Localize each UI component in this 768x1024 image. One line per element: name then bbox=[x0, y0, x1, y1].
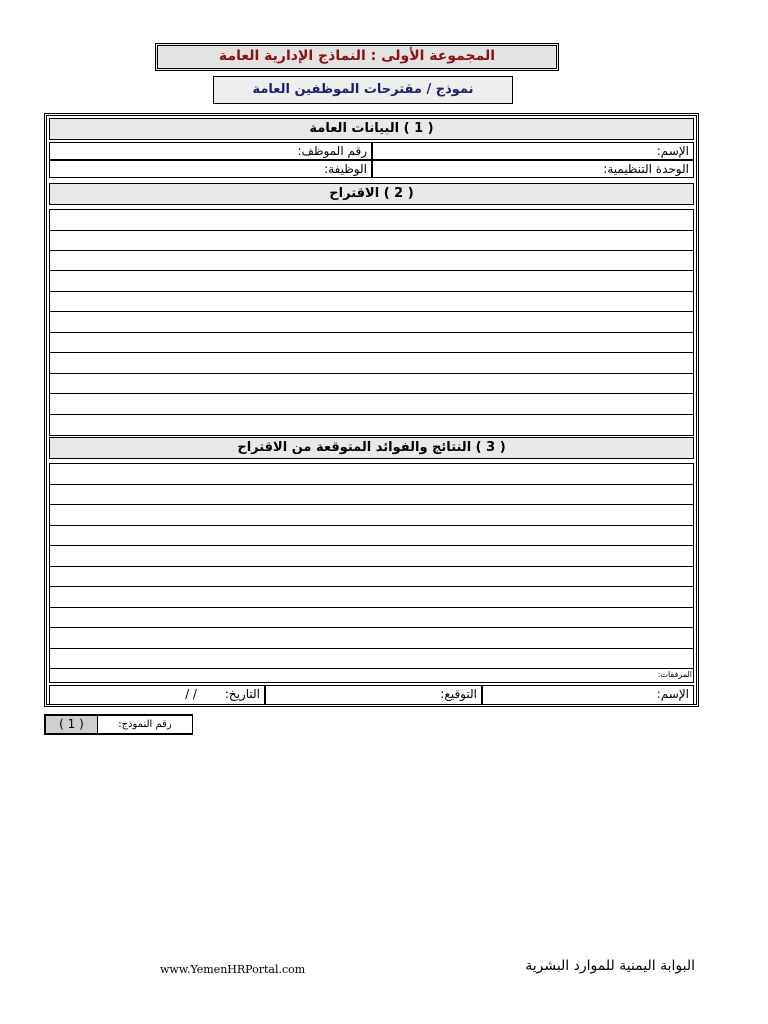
ruled-line bbox=[50, 373, 693, 374]
form-group-title: المجموعة الأولى : النماذج الإدارية العامة bbox=[155, 43, 559, 71]
employee-number-field[interactable] bbox=[49, 142, 372, 160]
ruled-line bbox=[50, 230, 693, 231]
org-unit-field[interactable] bbox=[372, 160, 694, 178]
ruled-line bbox=[50, 311, 693, 312]
ruled-line bbox=[50, 668, 693, 669]
ruled-line bbox=[50, 250, 693, 251]
suggestion-text-area[interactable] bbox=[49, 209, 694, 436]
form-number-value: ( 1 ) bbox=[46, 716, 98, 733]
section-general-info-heading: ( 1 ) البيانات العامة bbox=[49, 118, 694, 140]
suggestion-form bbox=[44, 113, 699, 707]
signer-name-label: الإسم: bbox=[656, 687, 689, 701]
name-field[interactable] bbox=[372, 142, 694, 160]
date-field[interactable] bbox=[49, 685, 265, 705]
ruled-line bbox=[50, 504, 693, 505]
employee-number-label: رقم الموظف: bbox=[297, 144, 367, 158]
footer-portal-name: البوابة اليمنية للموارد البشرية bbox=[525, 958, 695, 974]
attachments-label: المرفقات: bbox=[657, 670, 692, 679]
ruled-line bbox=[50, 586, 693, 587]
ruled-line bbox=[50, 566, 693, 567]
form-subtitle: نموذج / مقترحات الموظفين العامة bbox=[213, 76, 513, 104]
ruled-line bbox=[50, 270, 693, 271]
ruled-line bbox=[50, 393, 693, 394]
signature-label: التوقيع: bbox=[440, 687, 477, 701]
ruled-line bbox=[50, 352, 693, 353]
job-title-label: الوظيفة: bbox=[324, 162, 367, 176]
date-slashes: / / bbox=[185, 687, 197, 701]
ruled-line bbox=[50, 627, 693, 628]
ruled-line bbox=[50, 291, 693, 292]
name-label: الإسم: bbox=[656, 144, 689, 158]
ruled-line bbox=[50, 414, 693, 415]
section-suggestion-heading: ( 2 ) الاقتراح bbox=[49, 183, 694, 205]
org-unit-label: الوحدة التنظيمية: bbox=[603, 162, 689, 176]
form-number-label: رقم النموذج: bbox=[98, 716, 192, 733]
ruled-line bbox=[50, 648, 693, 649]
expected-results-text-area[interactable] bbox=[49, 463, 694, 683]
ruled-line bbox=[50, 607, 693, 608]
ruled-line bbox=[50, 525, 693, 526]
ruled-line bbox=[50, 332, 693, 333]
ruled-line bbox=[50, 545, 693, 546]
section-expected-results-heading: ( 3 ) النتائج والفوائد المتوقعة من الاقتراح bbox=[49, 437, 694, 459]
date-label: التاريخ: bbox=[224, 687, 260, 701]
signature-field[interactable] bbox=[265, 685, 482, 705]
job-title-field[interactable] bbox=[49, 160, 372, 178]
footer-url[interactable]: www.YemenHRPortal.com bbox=[160, 963, 306, 976]
signer-name-field[interactable] bbox=[482, 685, 694, 705]
ruled-line bbox=[50, 484, 693, 485]
